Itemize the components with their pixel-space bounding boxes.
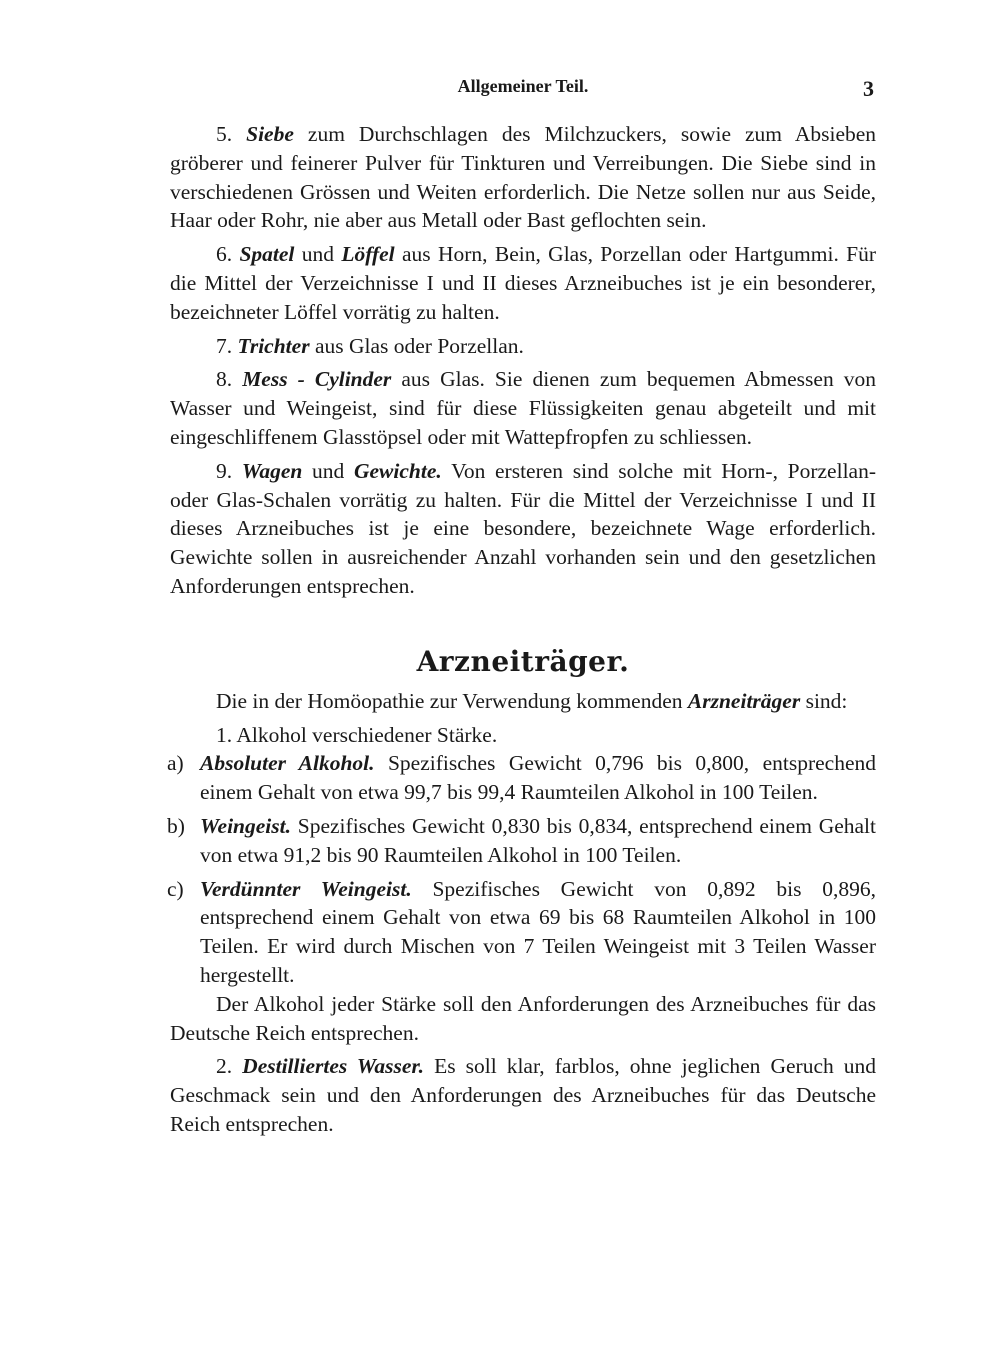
sub-item-c bbox=[167, 875, 876, 990]
item-text bbox=[200, 812, 876, 870]
paragraph-text: Spezifisches Gewicht 0,796 bis 0,800, entsprechend einem Gehalt von etwa 99,7 bis 99,4 Raumteilen Alkohol in 100 Teilen. bbox=[200, 751, 876, 805]
section-heading: Arzneiträger. bbox=[416, 644, 630, 678]
term-absoluter-alkohol: Absoluter Alkohol. bbox=[200, 751, 375, 776]
paragraph-7-trichter bbox=[170, 332, 876, 361]
item-number: 8. bbox=[216, 367, 233, 392]
item-number: 9. bbox=[216, 458, 233, 483]
paragraph-8-mess-cylinder bbox=[170, 365, 876, 451]
conjunction: und bbox=[312, 458, 345, 483]
paragraph-text: zum Durchschlagen des Milchzuckers, sowie zum Absieben gröberer und feinerer Pulver für Tinkturen und Verreibungen. Die Siebe sind in verschiedenen Grössen und Weiten erforderlich. Die Netze sollen nur aus Seide, Haar oder Rohr, nie aber aus Metall oder Bast geflochten sein. bbox=[170, 122, 877, 233]
term-spatel: Spatel bbox=[239, 242, 295, 267]
paragraph-text: aus Glas oder Porzellan. bbox=[314, 333, 524, 358]
term-mess-cylinder: Mess - Cylinder bbox=[242, 367, 392, 392]
paragraph-6-spatel bbox=[170, 240, 876, 326]
item-text bbox=[200, 749, 876, 807]
term-siebe: Siebe bbox=[246, 122, 294, 146]
item-1-alkohol: 1. Alkohol verschiedener Stärke. bbox=[216, 722, 498, 747]
item-letter: b) bbox=[167, 813, 185, 838]
paragraph-text: aus Glas. Sie dienen zum bequemen Abmessen von Wasser und Weingeist, sind für diese Flüssigkeiten genau abgeteilt und mit eingeschliffenem Glasstöpsel oder mit Wattepfropfen zu schliessen. bbox=[170, 367, 877, 449]
item-letter: c) bbox=[167, 876, 184, 901]
term-wagen: Wagen bbox=[241, 458, 303, 483]
paragraph-9-wagen bbox=[170, 457, 876, 601]
item-number: 2. bbox=[216, 1054, 233, 1079]
paragraph-text: aus Horn, Bein, Glas, Porzellan oder Hartgummi. Für die Mittel der Verzeichnisse I und II dieses Arzneibuches ist je ein besonderer, bezeichneter Löffel vorrätig zu halten. bbox=[170, 242, 877, 324]
item-text bbox=[200, 875, 876, 990]
term-loeffel: Löffel bbox=[341, 242, 395, 267]
item-letter: a) bbox=[167, 751, 184, 776]
section-intro bbox=[170, 687, 876, 716]
item-number: 5. bbox=[216, 122, 233, 146]
term-gewichte: Gewichte. bbox=[353, 458, 442, 483]
term-destilliertes-wasser: Destilliertes Wasser. bbox=[242, 1054, 425, 1079]
item-number: 6. bbox=[216, 242, 233, 267]
term-verduennter-weingeist: Verdünnter Weingeist. bbox=[200, 876, 412, 901]
intro-text: Die in der Homöopathie zur Verwendung kommenden bbox=[216, 688, 683, 713]
term-trichter: Trichter bbox=[237, 333, 310, 358]
sub-item-b bbox=[167, 812, 876, 870]
conjunction: und bbox=[301, 242, 334, 267]
sub-item-a bbox=[167, 749, 876, 807]
intro-end: sind: bbox=[805, 688, 848, 713]
paragraph-text: Es soll klar, farblos, ohne jeglichen Geruch und Geschmack sein und den Anforderungen des Arzneibuches für das Deutsche Reich entsprechen. bbox=[170, 1054, 877, 1136]
paragraph-text: Spezifisches Gewicht 0,830 bis 0,834, entsprechend einem Gehalt von etwa 91,2 bis 90 Raumteilen Alkohol in 100 Teilen. bbox=[200, 813, 877, 867]
page-body bbox=[167, 120, 877, 1139]
page-number: 3 bbox=[863, 76, 874, 101]
term-arzneitraeger: Arzneiträger bbox=[687, 688, 801, 713]
paragraph-5-siebe bbox=[170, 120, 876, 235]
paragraph-text: Spezifisches Gewicht von 0,892 bis 0,896, entsprechend einem Gehalt von etwa 69 bis 68 Raumteilen Alkohol in 100 Teilen. Er wird durch Mischen von 7 Teilen Weingeist mit 3 Teilen Wasser hergestellt. bbox=[200, 876, 876, 987]
paragraph-text: Von ersteren sind solche mit Horn-, Porzellan- oder Glas-Schalen vorrätig zu halten. Für die Mittel der Verzeichnisse I und II dieses Arzneibuches ist je eine besondere, bezeichnete Wage erforderlich. Gewichte sollen in ausreichender Anzahl vorhanden sein und den gesetzlichen Anforderungen entsprechen. bbox=[170, 458, 876, 598]
item-number: 7. bbox=[216, 333, 233, 358]
term-weingeist: Weingeist. bbox=[200, 813, 291, 838]
running-head bbox=[170, 76, 876, 102]
running-title: Allgemeiner Teil. bbox=[457, 76, 589, 96]
item-2-wasser bbox=[170, 1052, 876, 1138]
alcohol-note: Der Alkohol jeder Stärke soll den Anforderungen des Arzneibuches für das Deutsche Reich entsprechen. bbox=[170, 991, 876, 1045]
